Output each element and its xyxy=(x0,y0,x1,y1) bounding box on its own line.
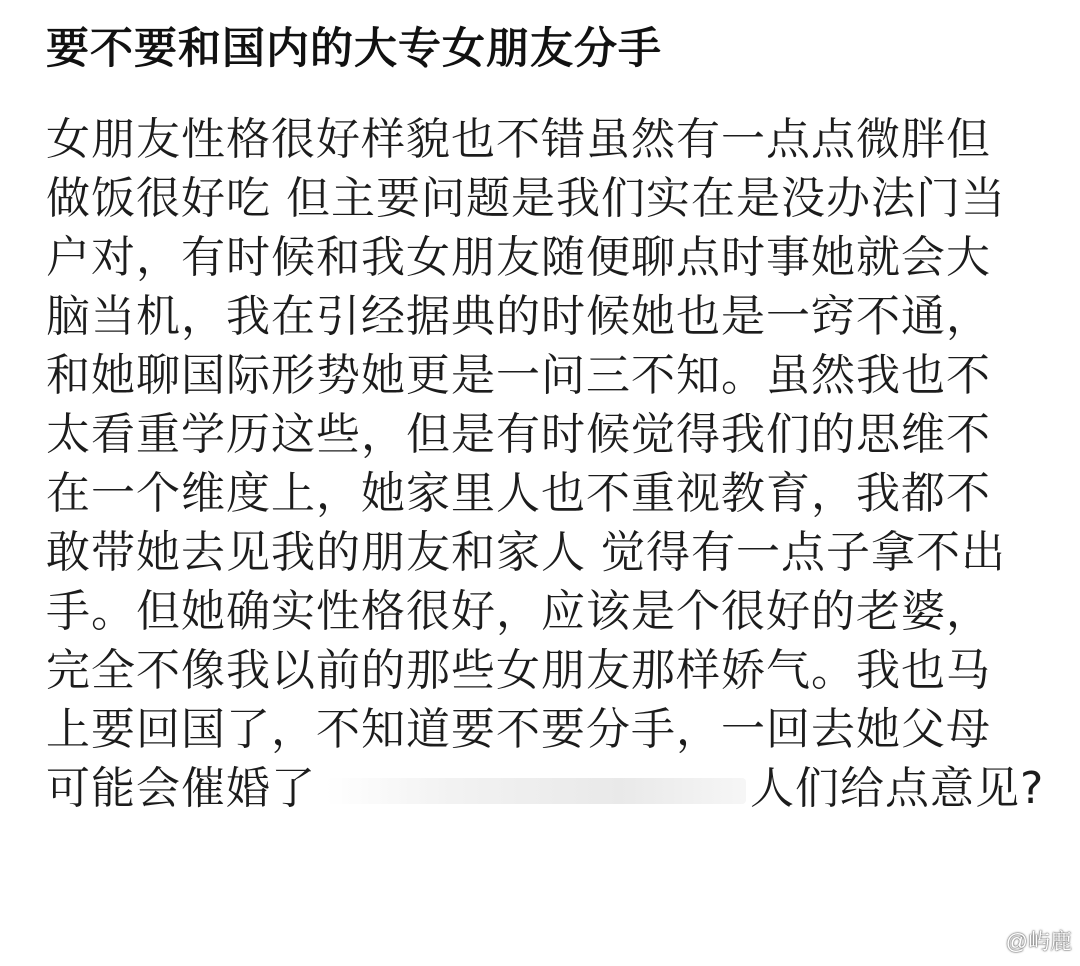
watermark xyxy=(976,925,1072,956)
body-line: 上要回国了，不知道要不要分手，一回去她父母 xyxy=(46,704,991,755)
body-line: 户对，有时候和我女朋友随便聊点时事她就会大 xyxy=(46,232,991,283)
body-line: 太看重学历这些，但是有时候觉得我们的思维不 xyxy=(46,409,991,460)
body-line: 在一个维度上，她家里人也不重视教育，我都不 xyxy=(46,468,991,519)
body-line-last xyxy=(46,759,1045,818)
body-line: 手。但她确实性格很好，应该是个很好的老婆， xyxy=(46,586,991,637)
body-line: 敢带她去见我的朋友和家人 觉得有一点子拿不出 xyxy=(46,527,1006,578)
watermark-text: @屿鹿 xyxy=(1005,929,1072,954)
body-line: 和她聊国际形势她更是一问三不知。虽然我也不 xyxy=(46,350,991,401)
body-line: 女朋友性格很好样貌也不错虽然有一点点微胖但 xyxy=(46,114,991,165)
last-line-end: 人们给点意见? xyxy=(750,763,1045,814)
post-title: 要不要和国内的大专女朋友分手 xyxy=(46,24,662,74)
body-line: 完全不像我以前的那些女朋友那样娇气。我也马 xyxy=(46,645,991,696)
body-line: 做饭很好吃 但主要问题是我们实在是没办法门当 xyxy=(46,173,1006,224)
body-line: 脑当机，我在引经据典的时候她也是一窍不通， xyxy=(46,291,991,342)
last-line-start: 可能会催婚了 xyxy=(46,763,316,814)
post-content xyxy=(46,18,1045,818)
blank-gap xyxy=(326,778,746,804)
post-body xyxy=(46,110,1045,818)
weibo-icon xyxy=(976,930,1002,952)
